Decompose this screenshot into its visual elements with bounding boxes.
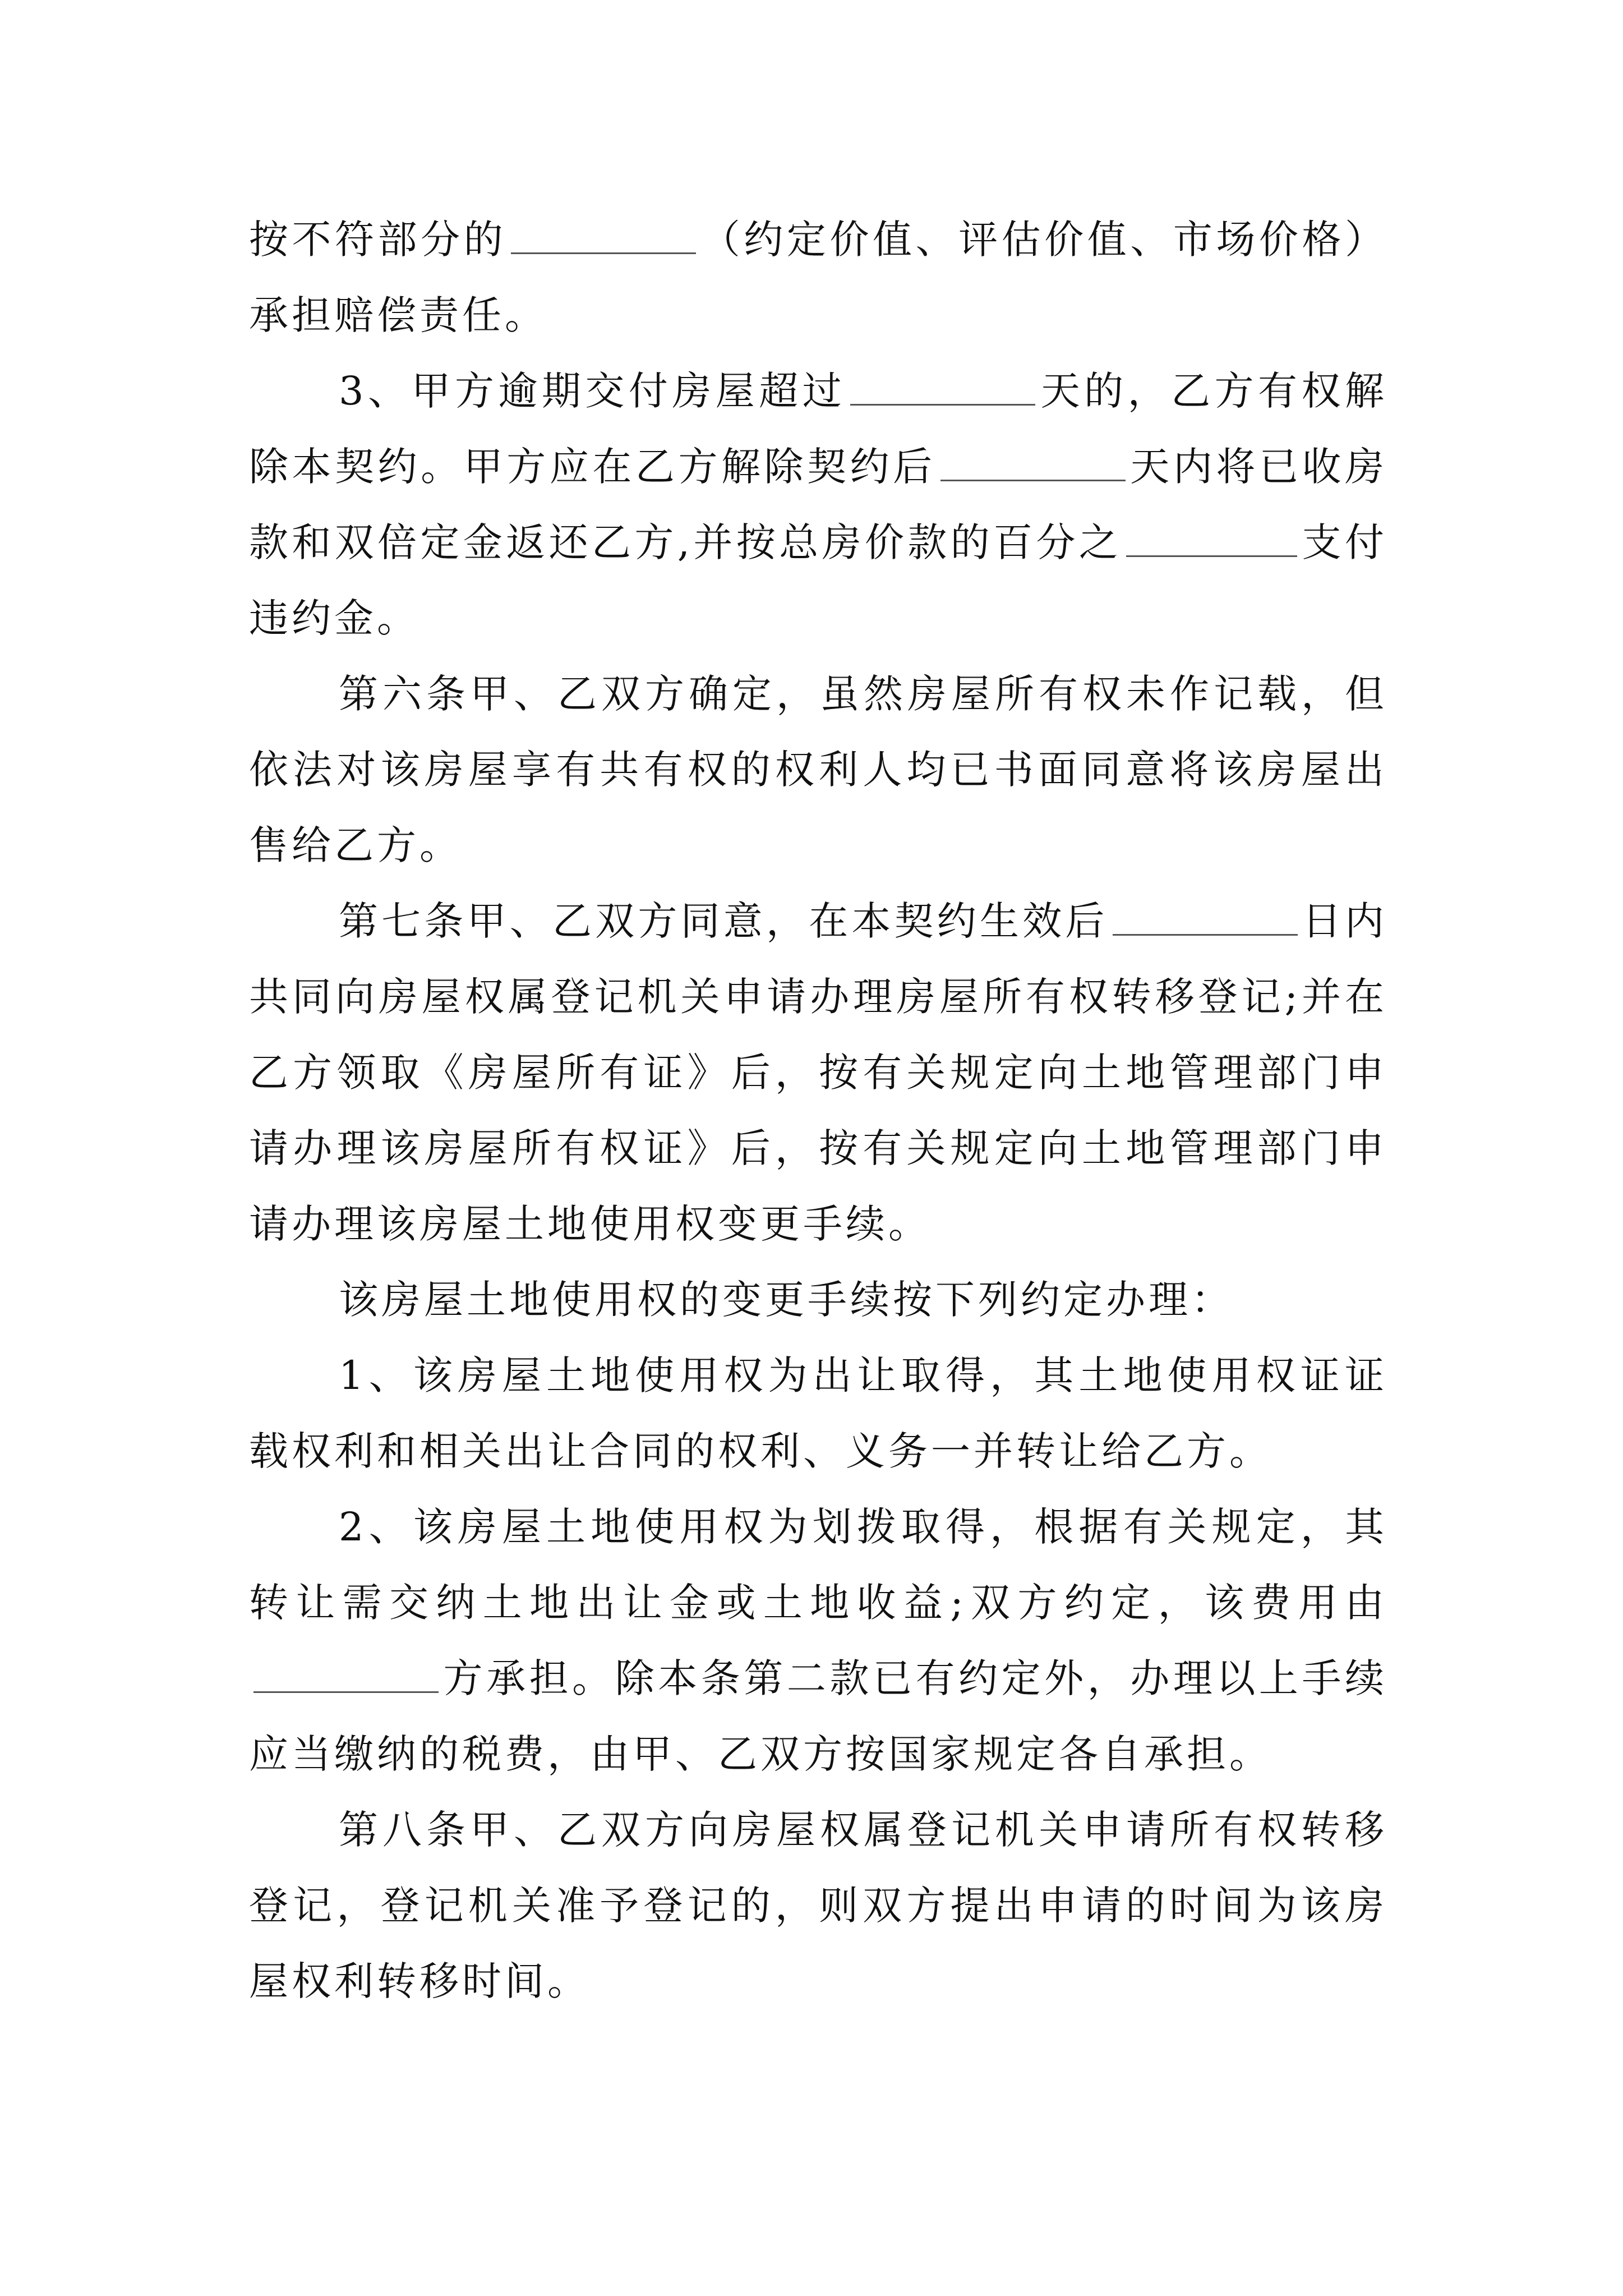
text-segment: 按不符部分的 — [249, 217, 507, 263]
paragraph-article-7 — [249, 884, 1387, 1262]
fill-in-blank — [1113, 897, 1298, 936]
fill-in-blank — [850, 367, 1035, 406]
fill-in-blank — [940, 443, 1126, 481]
fill-in-blank — [511, 215, 696, 254]
text-segment: 第六条甲、乙双方确定，虽然房屋所有权未作记载，但依法对该房屋享有共有权的权利人均已书面同意将该房屋出售给乙方。 — [249, 671, 1387, 868]
paragraph-item-3 — [249, 353, 1387, 656]
paragraph-land-item-1 — [249, 1338, 1387, 1489]
text-segment: 天内将已收房款和双倍定金返还乙方,并按总房价款的百分之 — [249, 444, 1388, 565]
text-segment: 支付违约金。 — [249, 519, 1388, 641]
text-segment: 该房屋土地使用权的变更手续按下列约定办理： — [339, 1277, 1234, 1323]
fill-in-blank — [1126, 518, 1297, 557]
text-segment: 1、该房屋土地使用权为出让取得，其土地使用权证证载权利和相关出让合同的权利、义务一并转让给乙方。 — [249, 1352, 1387, 1474]
paragraph-land-item-2 — [249, 1489, 1387, 1792]
text-segment: 日内共同向房屋权属登记机关申请办理房屋所有权转移登记;并在乙方领取《房屋所有证》后，按有关规定向土地管理部门申请办理该房屋所有权证》后，按有关规定向土地管理部门申请办理该房屋土地使用权变更手续。 — [249, 898, 1388, 1247]
text-segment: 第七条甲、乙双方同意，在本契约生效后 — [339, 898, 1108, 944]
text-segment: 2、该房屋土地使用权为划拨取得，根据有关规定，其转让需交纳土地出让金或土地收益;双方约定，该费用由 — [249, 1504, 1387, 1626]
text-segment: （约定价值、评估价值、市场价格）承担赔偿责任。 — [249, 217, 1388, 338]
fill-in-blank — [253, 1654, 439, 1693]
text-segment: 3、甲方逾期交付房屋超过 — [339, 368, 846, 414]
paragraph-article-6 — [249, 656, 1387, 884]
text-segment: 天的，乙方有权解除本契约。甲方应在乙方解除契约后 — [249, 368, 1387, 490]
text-segment: 第八条甲、乙双方向房屋权属登记机关申请所有权转移登记，登记机关准予登记的，则双方提出申请的时间为该房屋权利转移时间。 — [249, 1807, 1387, 2004]
paragraph-article-8 — [249, 1792, 1387, 2019]
document-body — [249, 202, 1387, 2019]
paragraph-land-use-intro — [249, 1262, 1387, 1338]
paragraph-compensation-basis — [249, 202, 1387, 353]
text-segment: 方承担。除本条第二款已有约定外，办理以上手续应当缴纳的税费，由甲、乙双方按国家规定各自承担。 — [249, 1655, 1387, 1777]
